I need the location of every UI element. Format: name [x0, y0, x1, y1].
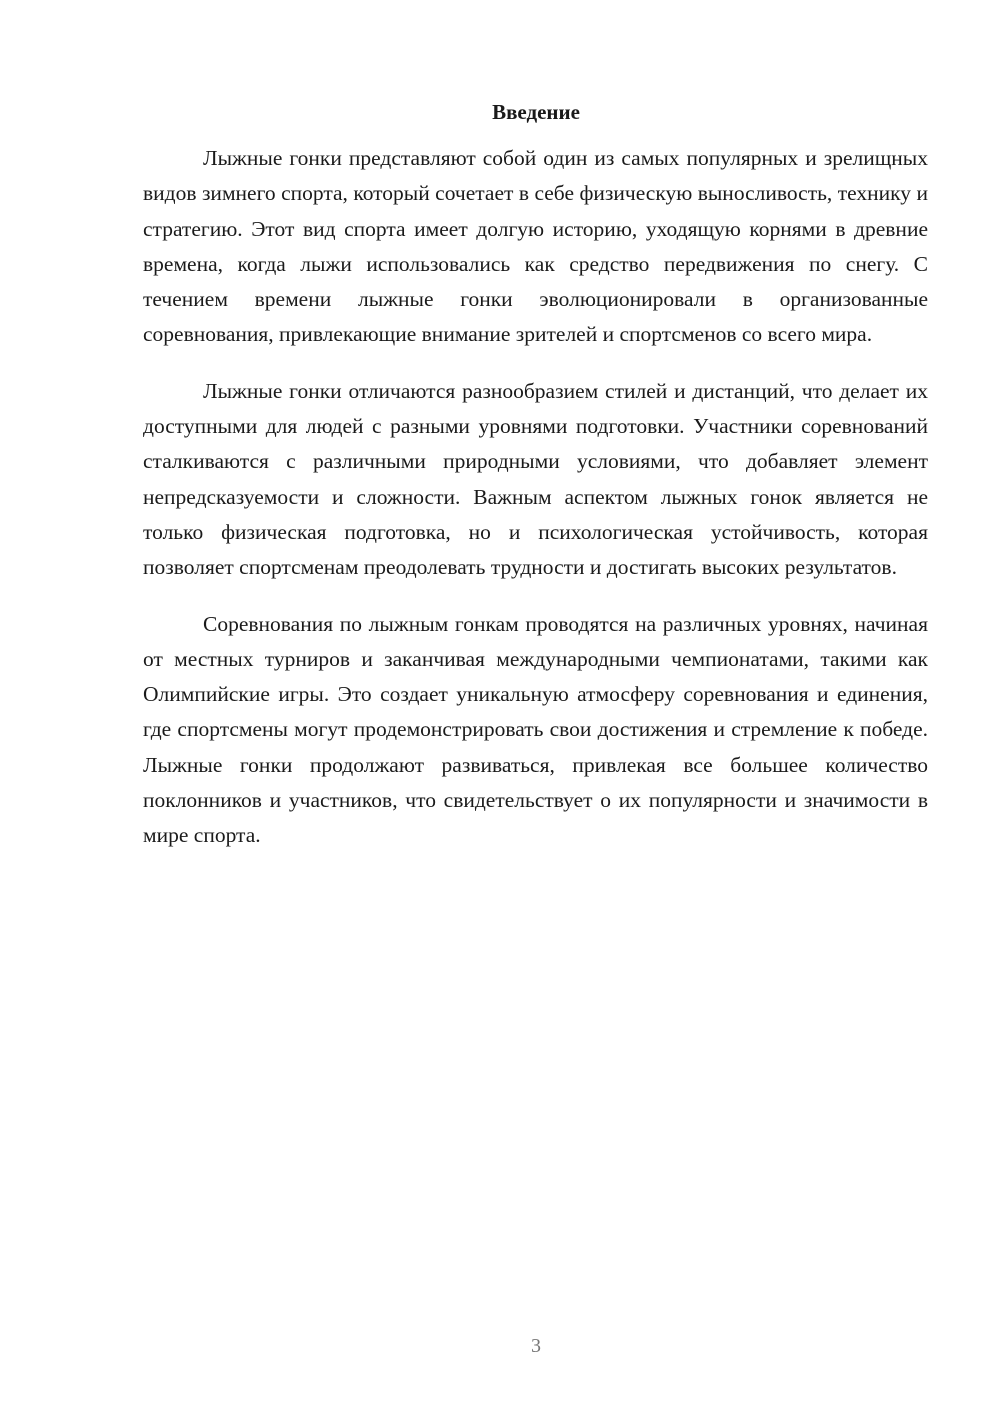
- body-text: [143, 141, 928, 875]
- paragraph-2: Лыжные гонки отличаются разнообразием стилей и дистанций, что делает их доступными для людей с разными уровнями подготовки. Участники соревнований сталкиваются с различными природными условиями, что добавляет элемент непредсказуемости и сложности. Важным аспектом лыжных гонок является не только физическая подготовка, но и психологическая устойчивость, которая позволяет спортсменам преодолевать трудности и достигать высоких результатов.: [143, 378, 928, 580]
- page-number: 3: [531, 1335, 541, 1357]
- paragraph-1: Лыжные гонки представляют собой один из самых популярных и зрелищных видов зимнего спорта, который сочетает в себе физическую выносливость, технику и стратегию. Этот вид спорта имеет долгую историю, уходящую корнями в древние времена, когда лыжи использовались как средство передвижения по снегу. С течением времени лыжные гонки эволюционировали в организованные соревнования, привлекающие внимание зрителей и спортсменов со всего мира.: [143, 146, 928, 347]
- paragraph-3: Соревнования по лыжным гонкам проводятся на различных уровнях, начиная от местных турниров и заканчивая международными чемпионатами, такими как Олимпийские игры. Это создает уникальную атмосферу соревнования и единения, где спортсмены могут продемонстрировать свои достижения и стремление к победе. Лыжные гонки продолжают развиваться, привлекая все большее количество поклонников и участников, что свидетельствует о их популярности и значимости в мире спорта.: [143, 611, 928, 848]
- section-heading: Введение: [492, 100, 580, 124]
